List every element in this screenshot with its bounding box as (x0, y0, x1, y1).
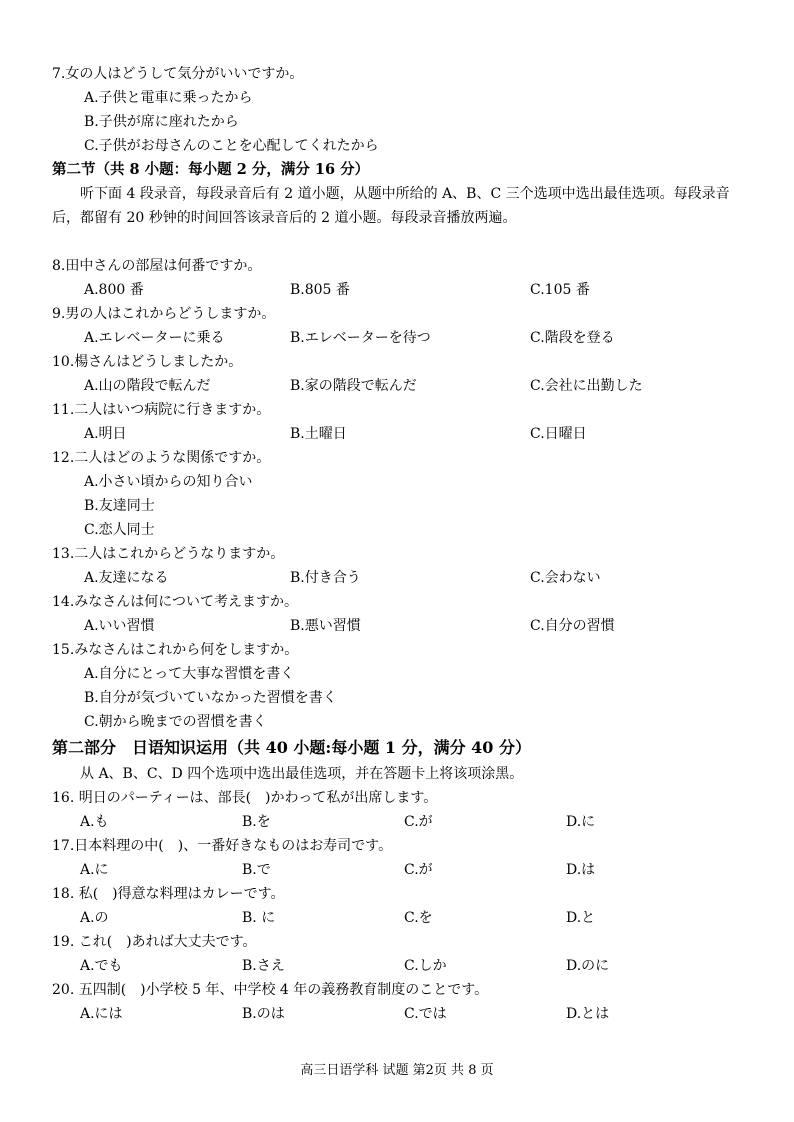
q19-option-c: C.しか (404, 958, 447, 974)
q8-option-c: C.105 番 (530, 282, 590, 298)
question-15: 15.みなさんはこれから何をしますか。 (52, 642, 299, 658)
q9-option-b: B.エレベーターを待つ (290, 330, 431, 346)
q20-option-c: C.では (404, 1006, 447, 1022)
q11-option-c: C.日曜日 (530, 426, 587, 442)
q12-option-a: A.小さい頃からの知り合い (84, 474, 253, 490)
q18-option-d: D.と (566, 910, 596, 926)
q9-option-c: C.階段を登る (530, 330, 615, 346)
q16-option-b: B.を (242, 814, 271, 830)
q12-option-b: B.友達同士 (84, 498, 155, 514)
page-footer: 高三日语学科 试题 第2页 共 8 页 (300, 1063, 494, 1078)
q14-option-c: C.自分の習慣 (530, 618, 615, 634)
q20-options (52, 1002, 752, 1026)
q16-option-d: D.に (566, 814, 596, 830)
q10-option-c: C.会社に出勤した (530, 378, 643, 394)
question-9: 9.男の人はこれからどうしますか。 (52, 306, 276, 322)
q17-option-c: C.が (404, 862, 433, 878)
q15-option-c: C.朝から晩までの習慣を書く (84, 714, 267, 730)
q7-option-b: B.子供が席に座れたから (84, 114, 239, 130)
q19-options (52, 954, 752, 978)
q17-options (52, 858, 752, 882)
q17-option-a: A.に (80, 862, 109, 878)
q11-options (52, 422, 752, 446)
part-2-title: 第二部分 日语知识运用（共 40 小题:每小题 1 分，满分 40 分） (52, 738, 531, 757)
q18-option-c: C.を (404, 910, 433, 926)
q7-option-a: A.子供と電車に乗ったから (84, 90, 253, 106)
q19-option-d: D.のに (566, 958, 610, 974)
q9-option-a: A.エレベーターに乗る (84, 330, 225, 346)
q18-options (52, 906, 752, 930)
question-17: 17.日本料理の中( )、一番好きなものはお寿司です。 (52, 838, 393, 854)
q18-option-b: B. に (242, 910, 276, 926)
q7-option-c: C.子供がお母さんのことを心配してくれたから (84, 138, 379, 154)
q16-option-a: A.も (80, 814, 109, 830)
question-13: 13.二人はこれからどうなりますか。 (52, 546, 285, 562)
q17-option-b: B.で (242, 862, 271, 878)
q13-option-a: A.友達になる (84, 570, 169, 586)
q13-options (52, 566, 752, 590)
q19-option-b: B.さえ (242, 958, 285, 974)
q16-option-c: C.が (404, 814, 433, 830)
question-20: 20. 五四制( )小学校 5 年、中学校 4 年の義務教育制度のことです。 (52, 982, 489, 998)
question-8: 8.田中さんの部屋は何番ですか。 (52, 258, 262, 274)
q20-option-b: B.のは (242, 1006, 285, 1022)
section-2-title: 第二节（共 8 小题：每小题 2 分，满分 16 分） (52, 161, 370, 178)
q14-option-a: A.いい習慣 (84, 618, 155, 634)
section-2-instructions: 听下面 4 段录音，每段录音后有 2 道小题，从题中所给的 A、B、C 三个选项中选出最佳选项。每段录音后，都留有 20 秒钟的时间回答该录音后的 2 道小题。每段录音播放两遍。 (52, 186, 730, 226)
q8-options (52, 278, 752, 302)
exam-page (52, 62, 752, 1026)
q13-option-c: C.会わない (530, 570, 601, 586)
q19-option-a: A.でも (80, 958, 123, 974)
q10-option-a: A.山の階段で転んだ (84, 378, 211, 394)
question-7: 7.女の人はどうして気分がいいですか。 (52, 66, 304, 82)
question-14: 14.みなさんは何について考えますか。 (52, 594, 298, 610)
q10-options (52, 374, 752, 398)
q14-options (52, 614, 752, 638)
q15-option-b: B.自分が気づいていなかった習慣を書く (84, 690, 337, 706)
question-18: 18. 私( )得意な料理はカレーです。 (52, 886, 285, 902)
q13-option-b: B.付き合う (290, 570, 361, 586)
q16-options (52, 810, 752, 834)
q14-option-b: B.悪い習慣 (290, 618, 361, 634)
question-12: 12.二人はどのような関係ですか。 (52, 450, 271, 466)
q20-option-a: A.には (80, 1006, 123, 1022)
question-19: 19. これ( )あれば大丈夫です。 (52, 934, 257, 950)
q8-option-b: B.805 番 (290, 282, 350, 298)
q18-option-a: A.の (80, 910, 109, 926)
question-11: 11.二人はいつ病院に行きますか。 (52, 402, 271, 418)
part-2-instructions: 从 A、B、C、D 四个选项中选出最佳选项，并在答题卡上将该项涂黑。 (80, 766, 524, 782)
q10-option-b: B.家の階段で転んだ (290, 378, 417, 394)
q11-option-a: A.明日 (84, 426, 127, 442)
q17-option-d: D.は (566, 862, 596, 878)
q9-options (52, 326, 752, 350)
q20-option-d: D.とは (566, 1006, 610, 1022)
question-16: 16. 明日のパーティーは、部長( )かわって私が出席します。 (52, 790, 438, 806)
question-10: 10.楊さんはどうしましたか。 (52, 354, 243, 370)
q15-option-a: A.自分にとって大事な習慣を書く (84, 666, 295, 682)
q12-option-c: C.恋人同士 (84, 522, 155, 538)
q8-option-a: A.800 番 (84, 282, 144, 298)
q11-option-b: B.土曜日 (290, 426, 347, 442)
